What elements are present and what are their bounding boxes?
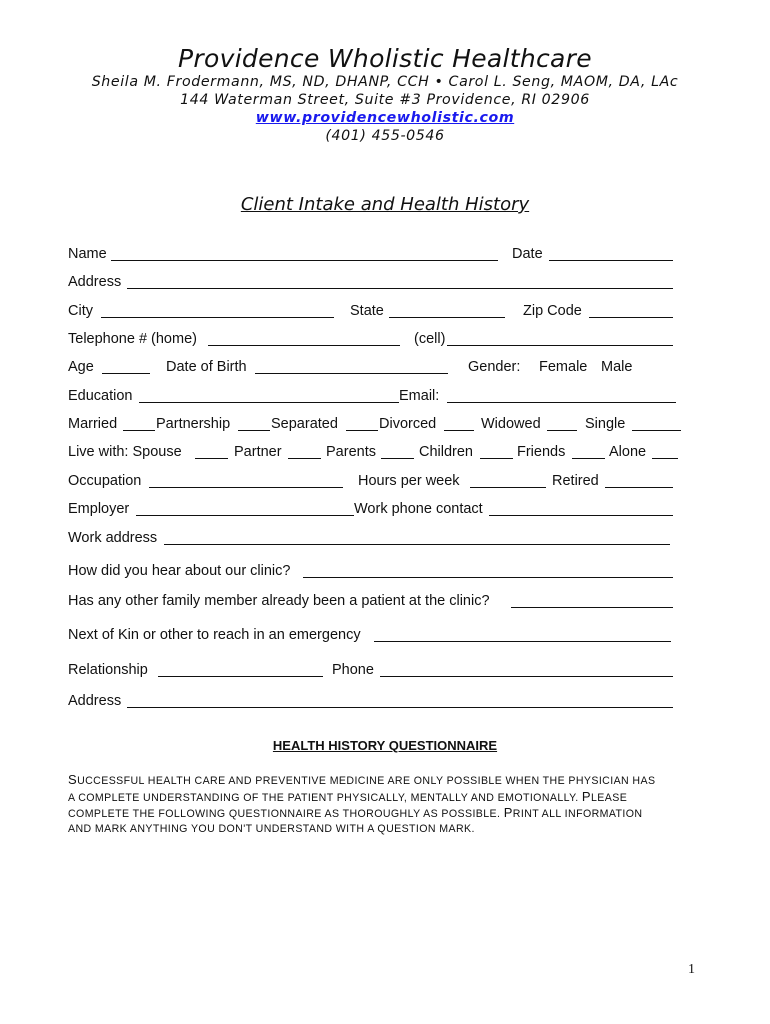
hours-field[interactable] — [470, 487, 546, 488]
date-field[interactable] — [549, 260, 673, 261]
email-label: Email: — [399, 388, 440, 404]
kin-address-label: Address — [68, 693, 122, 709]
dob-label: Date of Birth — [166, 359, 247, 375]
date-label: Date — [512, 246, 543, 262]
address-field[interactable] — [127, 288, 673, 289]
kin-phone-label: Phone — [332, 662, 374, 678]
gender-female-option[interactable]: Female — [539, 359, 588, 375]
instruction-line-1: SUCCESSFUL HEALTH CARE AND PREVENTIVE MEDICINE ARE ONLY POSSIBLE WHEN THE PHYSICIAN HAS — [68, 772, 656, 787]
website-link[interactable]: www.providencewholistic.com — [255, 110, 515, 126]
single-label: Single — [585, 416, 626, 432]
friends-field[interactable] — [572, 458, 605, 459]
work-phone-label: Work phone contact — [354, 501, 483, 517]
hear-about-label: How did you hear about our clinic? — [68, 563, 291, 579]
state-label: State — [350, 303, 384, 319]
hear-about-field[interactable] — [303, 577, 673, 578]
relationship-field[interactable] — [158, 676, 323, 677]
occupation-field[interactable] — [149, 487, 343, 488]
questionnaire-heading: HEALTH HISTORY QUESTIONNAIRE — [272, 738, 498, 753]
age-label: Age — [68, 359, 94, 375]
partnership-field[interactable] — [238, 430, 270, 431]
separated-label: Separated — [271, 416, 338, 432]
married-label: Married — [68, 416, 118, 432]
clinic-title: Providence Wholistic Healthcare — [178, 44, 592, 73]
relationship-label: Relationship — [68, 662, 148, 678]
kin-phone-field[interactable] — [380, 676, 673, 677]
address-label: Address — [68, 274, 122, 290]
hours-label: Hours per week — [358, 473, 460, 489]
state-field[interactable] — [389, 317, 505, 318]
work-address-label: Work address — [68, 530, 158, 546]
kin-address-field[interactable] — [127, 707, 673, 708]
instruction-line-4: AND MARK ANYTHING YOU DON'T UNDERSTAND WITH A QUESTION MARK. — [68, 823, 475, 835]
clinic-address: 144 Waterman Street, Suite #3 Providence, RI 02906 — [180, 92, 590, 108]
employer-label: Employer — [68, 501, 130, 517]
partner-field[interactable] — [288, 458, 321, 459]
gender-label: Gender: — [468, 359, 521, 375]
employer-field[interactable] — [136, 515, 354, 516]
live-with-spouse-label: Live with: Spouse — [68, 444, 182, 460]
married-field[interactable] — [123, 430, 155, 431]
cell-field[interactable] — [447, 345, 673, 346]
page-number: 1 — [688, 962, 695, 977]
zip-label: Zip Code — [523, 303, 582, 319]
divorced-field[interactable] — [444, 430, 474, 431]
widowed-label: Widowed — [481, 416, 541, 432]
retired-field[interactable] — [605, 487, 673, 488]
cell-label: (cell) — [414, 331, 446, 347]
partner-label: Partner — [234, 444, 282, 460]
practitioners-line: Sheila M. Frodermann, MS, ND, DHANP, CCH • Carol L. Seng, MAOM, DA, LAc — [91, 74, 679, 90]
education-label: Education — [68, 388, 133, 404]
home-phone-field[interactable] — [208, 345, 400, 346]
widowed-field[interactable] — [547, 430, 577, 431]
work-address-field[interactable] — [164, 544, 670, 545]
alone-label: Alone — [609, 444, 647, 460]
single-field[interactable] — [632, 430, 681, 431]
occupation-label: Occupation — [68, 473, 142, 489]
instruction-line-2: A COMPLETE UNDERSTANDING OF THE PATIENT PHYSICALLY, MENTALLY AND EMOTIONALLY. PLEASE — [68, 789, 628, 804]
divorced-label: Divorced — [379, 416, 437, 432]
children-label: Children — [419, 444, 473, 460]
alone-field[interactable] — [652, 458, 678, 459]
family-patient-field[interactable] — [511, 607, 673, 608]
children-field[interactable] — [480, 458, 513, 459]
education-field[interactable] — [139, 402, 399, 403]
city-field[interactable] — [101, 317, 334, 318]
home-phone-label: Telephone # (home) — [68, 331, 197, 347]
retired-label: Retired — [552, 473, 599, 489]
separated-field[interactable] — [346, 430, 378, 431]
dob-field[interactable] — [255, 373, 448, 374]
city-label: City — [68, 303, 93, 319]
partnership-label: Partnership — [156, 416, 231, 432]
name-field[interactable] — [111, 260, 498, 261]
email-field[interactable] — [447, 402, 676, 403]
age-field[interactable] — [102, 373, 150, 374]
next-of-kin-label: Next of Kin or other to reach in an emergency — [68, 627, 361, 643]
spouse-field[interactable] — [195, 458, 228, 459]
name-label: Name — [68, 246, 107, 262]
gender-male-option[interactable]: Male — [601, 359, 633, 375]
family-patient-label: Has any other family member already been a patient at the clinic? — [68, 593, 490, 609]
parents-field[interactable] — [381, 458, 414, 459]
form-title: Client Intake and Health History — [240, 194, 530, 215]
work-phone-field[interactable] — [489, 515, 673, 516]
instruction-line-3: COMPLETE THE FOLLOWING QUESTIONNAIRE AS THOROUGHLY AS POSSIBLE. PRINT ALL INFORMATION — [68, 805, 643, 820]
clinic-phone: (401) 455-0546 — [325, 128, 445, 144]
friends-label: Friends — [517, 444, 566, 460]
next-of-kin-field[interactable] — [374, 641, 671, 642]
parents-label: Parents — [326, 444, 376, 460]
zip-field[interactable] — [589, 317, 673, 318]
